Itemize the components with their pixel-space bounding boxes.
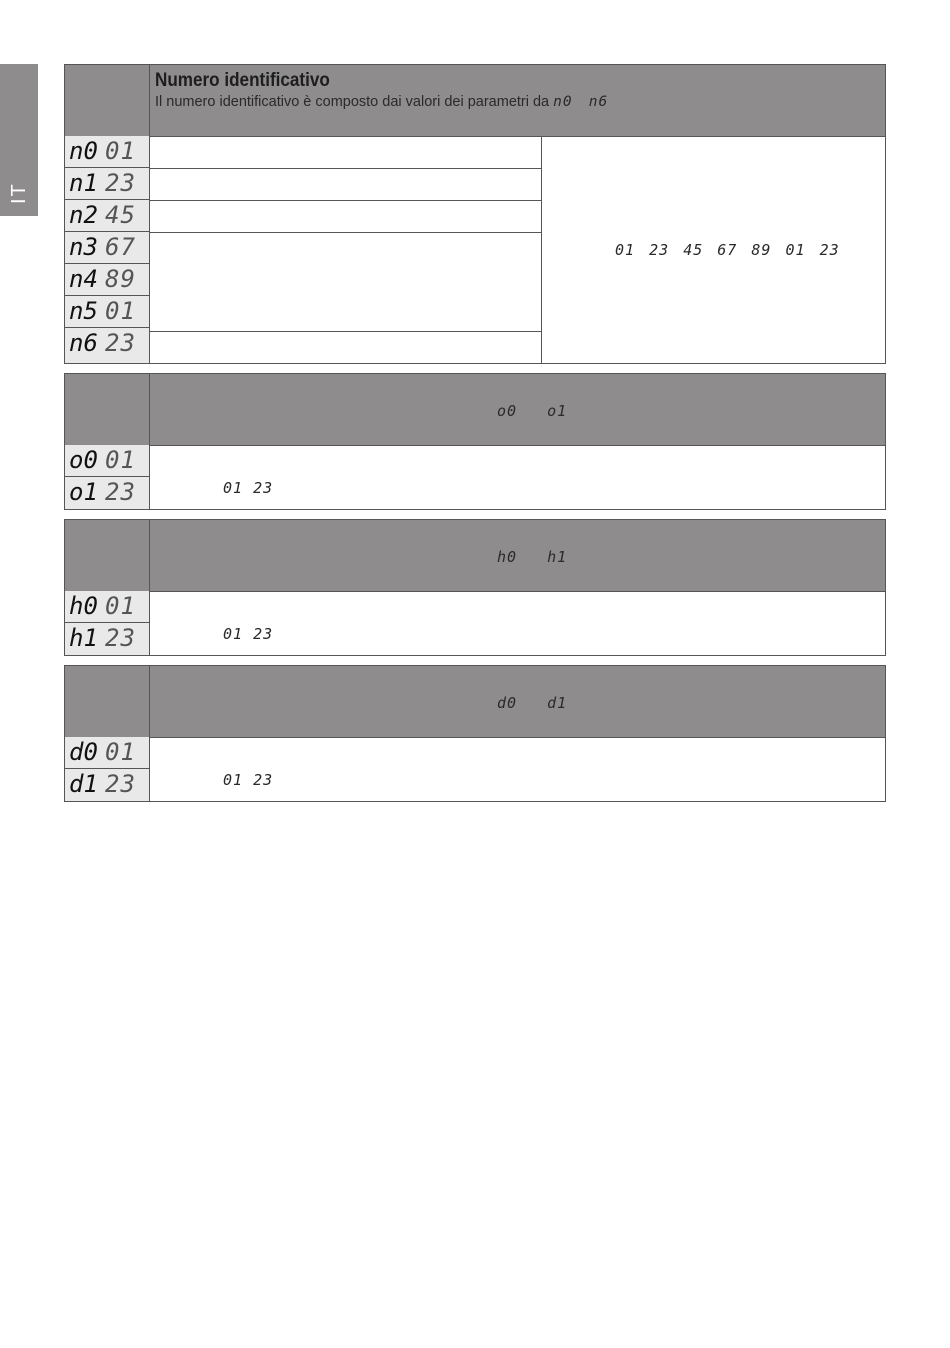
table-header [65,65,885,137]
param-ref-to: n6 [588,94,609,110]
header-param-range: d0 d1 [497,694,568,712]
table-header [65,666,885,738]
param-name: o0 [69,446,98,474]
table-header [65,374,885,446]
table-subtitle: Il numero identificativo è composto dai valori dei parametri da n0 n6 [155,94,609,110]
param-row [65,328,149,363]
table-title: Numero identificativo [155,70,330,91]
header-param-range: o0 o1 [497,402,568,420]
param-example: 01 23 [223,771,274,789]
id-number-table [64,64,886,364]
param-row [65,445,149,477]
param-ref-from: n0 [553,94,573,110]
param-row [65,623,149,655]
param-name: n6 [69,329,98,357]
param-value: 01 [105,738,136,766]
param-row [65,168,149,200]
param-name: n4 [69,265,98,293]
param-name: o1 [69,478,98,506]
param-value: 23 [105,624,136,652]
param-name: n3 [69,233,98,261]
param-row [65,296,149,328]
param-row [65,737,149,769]
param-example: 01 23 [223,625,274,643]
param-value: 01 [105,592,136,620]
param-row [65,591,149,623]
param-row [65,769,149,801]
param-value: 23 [105,169,136,197]
language-tab-label: IT [8,182,30,204]
param-name: h1 [69,624,98,652]
param-name: d0 [69,738,98,766]
param-value: 23 [105,770,136,798]
param-name: n0 [69,137,98,165]
d-param-table [64,665,886,802]
param-example: 01 23 [223,479,274,497]
param-row [65,200,149,232]
param-row [65,136,149,168]
h-param-table [64,519,886,656]
o-param-table [64,373,886,510]
param-name: h0 [69,592,98,620]
param-value: 01 [105,297,136,325]
language-tab [0,64,38,216]
param-value: 01 [105,137,136,165]
header-param-range: h0 h1 [497,548,568,566]
param-row [65,264,149,296]
param-row [65,232,149,264]
param-value: 89 [105,265,136,293]
param-value: 67 [105,233,136,261]
param-value: 01 [105,446,136,474]
param-value: 45 [105,201,136,229]
param-value: 23 [105,329,136,357]
param-name: n1 [69,169,98,197]
param-row [65,477,149,509]
param-name: n5 [69,297,98,325]
param-name: n2 [69,201,98,229]
id-number-example: 01 23 45 67 89 01 23 [615,241,840,259]
param-name: d1 [69,770,98,798]
param-value: 23 [105,478,136,506]
table-header [65,520,885,592]
